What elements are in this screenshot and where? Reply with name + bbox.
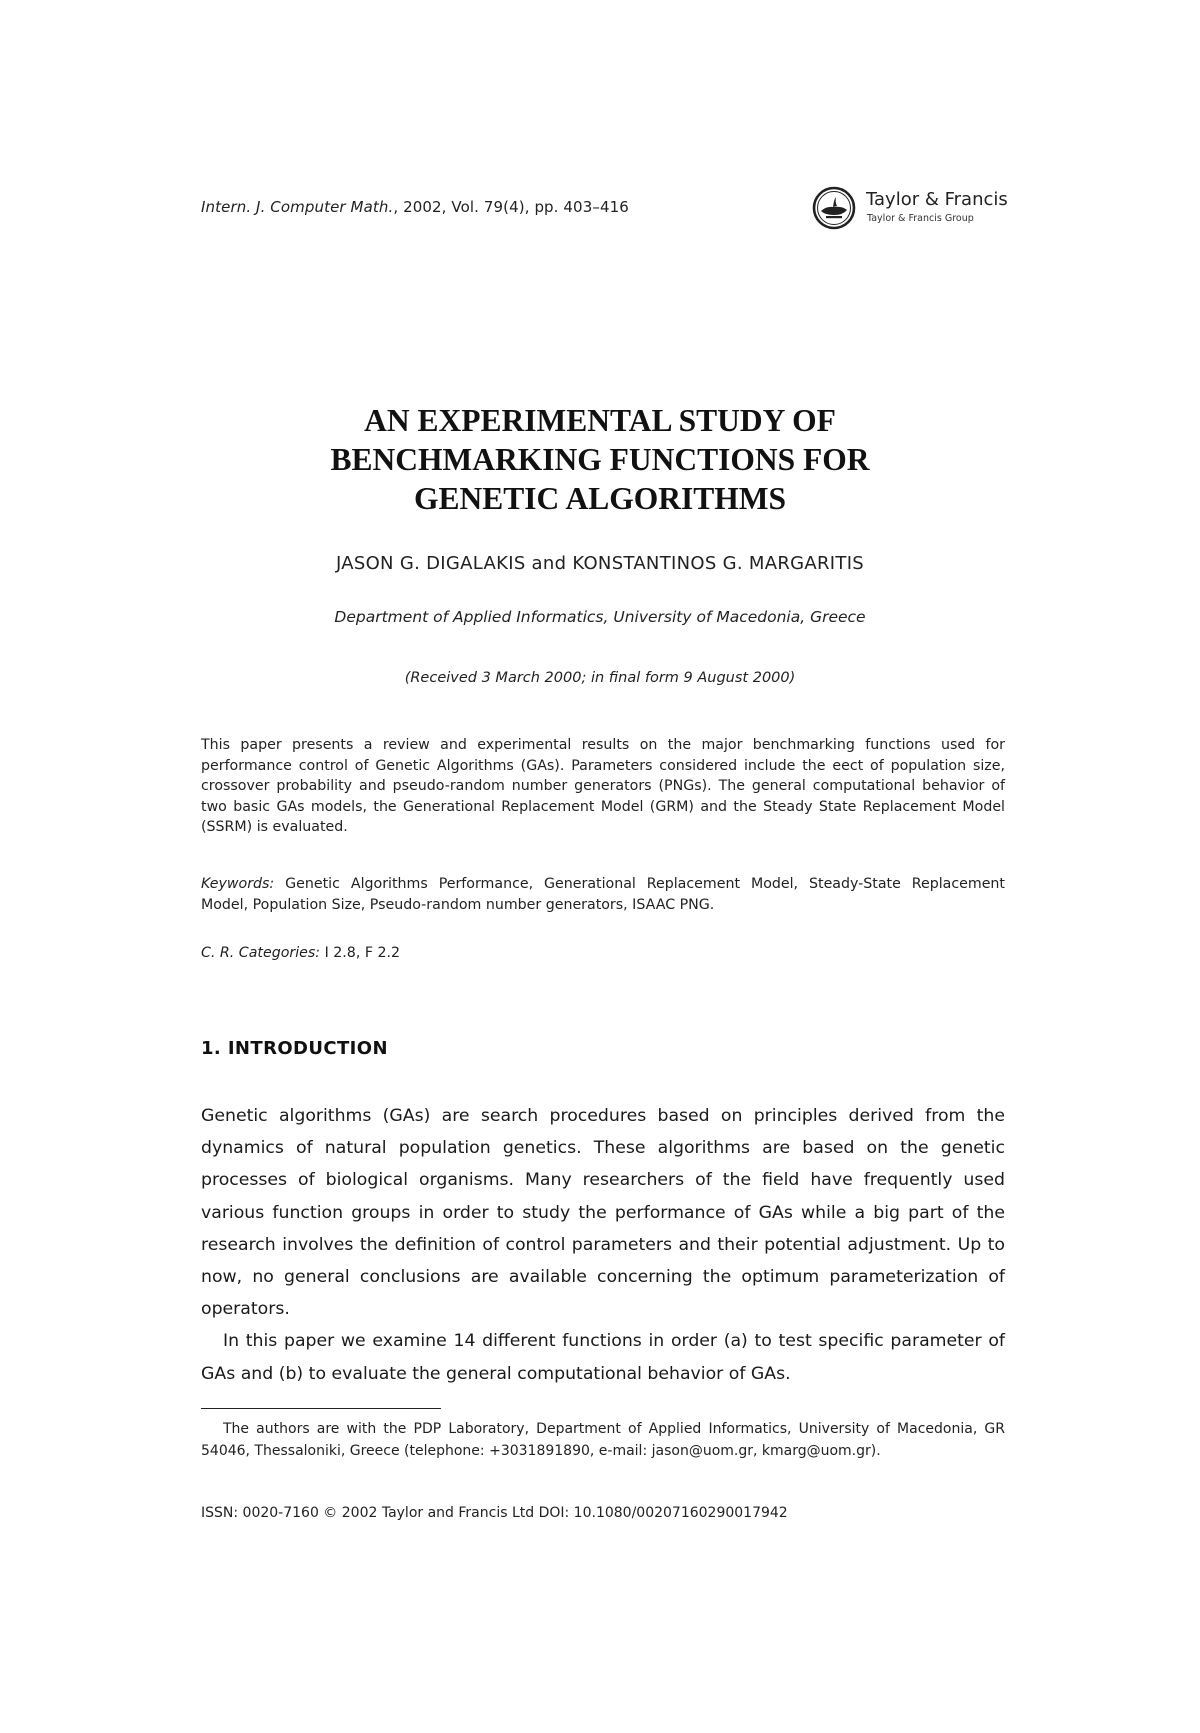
journal-name: Intern. J. Computer Math. — [201, 198, 394, 216]
affiliation: Department of Applied Informatics, University of Macedonia, Greece — [334, 608, 866, 626]
issn-line: ISSN: 0020-7160 © 2002 Taylor and Francis Ltd DOI: 10.1080/00207160290017942 — [201, 1505, 788, 1521]
footnote-rule — [201, 1408, 441, 1409]
section-body — [201, 1100, 1005, 1390]
title-line: BENCHMARKING FUNCTIONS FOR — [330, 442, 870, 477]
title-line: GENETIC ALGORITHMS — [414, 481, 786, 516]
keywords-text: Genetic Algorithms Performance, Generational Replacement Model, Steady-State Replacement Model, Population Size, Pseudo-random number generators, ISAAC PNG. — [201, 876, 1005, 913]
footnote-text: The authors are with the PDP Laboratory, Department of Applied Informatics, University of Macedonia, GR 54046, Thessaloniki, Greece (telephone: +3031891890, e-mail: jason@uom.gr, kmarg@uom.gr). — [201, 1421, 1005, 1459]
journal-details: , 2002, Vol. 79(4), pp. 403–416 — [393, 198, 629, 216]
body-paragraph: Genetic algorithms (GAs) are search procedures based on principles derived from the dynamics of natural population genetics. These algorithms are based on the genetic processes of biological organisms. Many researchers of the field have frequently used various function groups in order to study the performance of GAs while a big part of the research involves the definition of control parameters and their potential adjustment. Up to now, no general conclusions are available concerning the optimum parameterization of operators. — [201, 1106, 1005, 1320]
publisher-brand: Taylor & Francis — [866, 189, 1008, 210]
section-heading: 1. INTRODUCTION — [201, 1038, 388, 1059]
authors: JASON G. DIGALAKIS and KONSTANTINOS G. MARGARITIS — [335, 553, 865, 574]
received-dates: (Received 3 March 2000; in final form 9 August 2000) — [404, 670, 796, 686]
footnote — [201, 1419, 1005, 1462]
journal-citation — [201, 198, 629, 216]
body-paragraph: In this paper we examine 14 different functions in order (a) to test specific parameter of GAs and (b) to evaluate the general computational behavior of GAs. — [201, 1331, 1005, 1384]
categories-label: C. R. Categories: — [201, 945, 321, 961]
keywords-label: Keywords: — [201, 876, 275, 892]
keywords — [201, 874, 1005, 915]
title-line: AN EXPERIMENTAL STUDY OF — [364, 403, 836, 438]
categories — [201, 945, 400, 961]
paper-title — [200, 401, 1000, 518]
abstract: This paper presents a review and experimental results on the major benchmarking functions used for performance control of Genetic Algorithms (GAs). Parameters considered include the eect of population size, crossover probability and pseudo-random number generators (PNGs). The general computational behavior of two basic GAs models, the Generational Replacement Model (GRM) and the Steady State Replacement Model (SSRM) is evaluated. — [201, 737, 1005, 835]
publisher-group: Taylor & Francis Group — [867, 213, 974, 224]
lamp-emblem-icon — [812, 186, 856, 230]
publisher-logo — [812, 186, 1012, 236]
categories-text: I 2.8, F 2.2 — [324, 945, 401, 961]
